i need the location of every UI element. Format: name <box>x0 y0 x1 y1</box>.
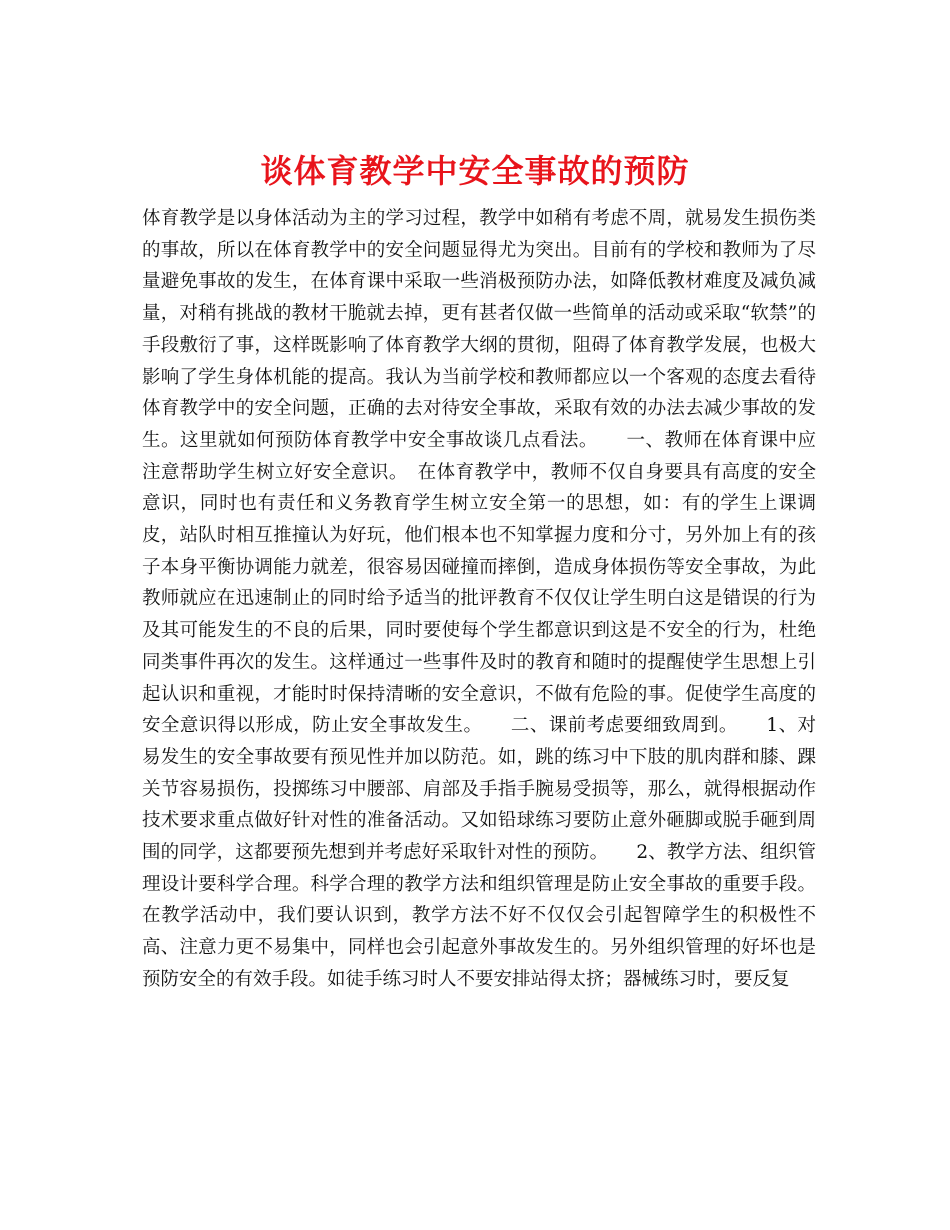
document-body: 体育教学是以身体活动为主的学习过程，教学中如稍有考虑不周，就易发生损伤类的事故，所以在体育教学中的安全问题显得尤为突出。目前有的学校和教师为了尽量避免事故的发生，在体育课中采取一些消极预防办法，如降低教材难度及减负减量，对稍有挑战的教材干脆就去掉，更有甚者仅做一些简单的活动或采取“软禁”的手段敷衍了事，这样既影响了体育教学大纲的贯彻，阻碍了体育教学发展，也极大影响了学生身体机能的提高。我认为当前学校和教师都应以一个客观的态度去看待体育教学中的安全问题，正确的去对待安全事故，采取有效的办法去减少事故的发生。这里就如何预防体育教学中安全事故谈几点看法。 一、教师在体育课中应注意帮助学生树立好安全意识。 在体育教学中，教师不仅自身要具有高度的安全意识，同时也有责任和义务教育学生树立安全第一的思想，如：有的学生上课调皮，站队时相互推撞认为好玩，他们根本也不知掌握力度和分寸，另外加上有的孩子本身平衡协调能力就差，很容易因碰撞而摔倒，造成身体损伤等安全事故，为此教师就应在迅速制止的同时给予适当的批评教育不仅仅让学生明白这是错误的行为及其可能发生的不良的后果，同时要使每个学生都意识到这是不安全的行为，杜绝同类事件再次的发生。这样通过一些事件及时的教育和随时的提醒使学生思想上引起认识和重视，才能时时保持清晰的安全意识，不做有危险的事。促使学生高度的安全意识得以形成，防止安全事故发生。 二、课前考虑要细致周到。 1、对易发生的安全事故要有预见性并加以防范。如，跳的练习中下肢的肌肉群和膝、踝关节容易损伤，投掷练习中腰部、肩部及手指手腕易受损等，那么，就得根据动作技术要求重点做好针对性的准备活动。又如铅球练习要防止意外砸脚或脱手砸到周围的同学，这都要预先想到并考虑好采取针对性的预防。 2、教学方法、组织管理设计要科学合理。科学合理的教学方法和组织管理是防止安全事故的重要手段。在教学活动中，我们要认识到，教学方法不好不仅仅会引起智障学生的积极性不高、注意力更不易集中，同样也会引起意外事故发生的。另外组织管理的好坏也是预防安全的有效手段。如徒手练习时人不要安排站得太挤；器械练习时，要反复 <box>142 208 816 990</box>
document-title: 谈体育教学中安全事故的预防 <box>260 152 690 191</box>
